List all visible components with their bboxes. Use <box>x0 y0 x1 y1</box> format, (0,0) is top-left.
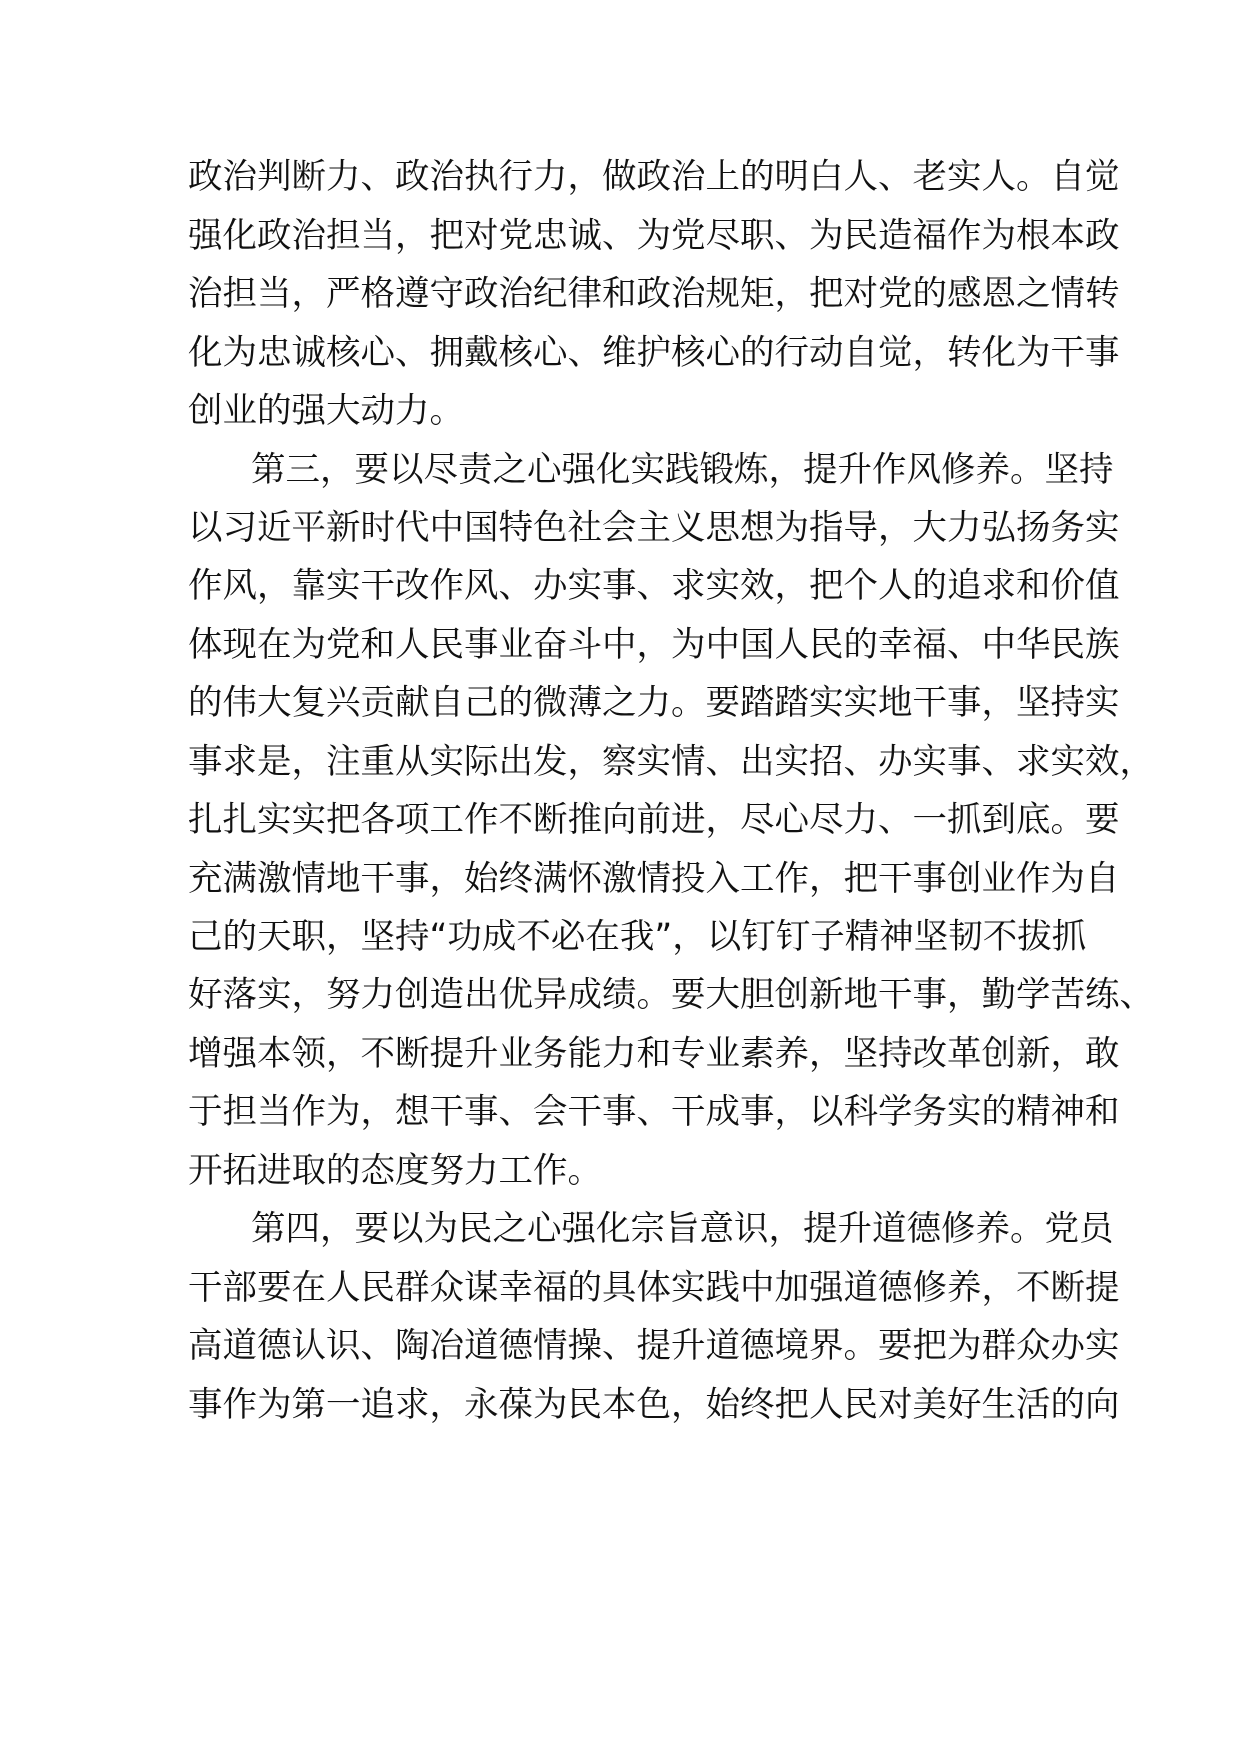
text-line: 好落实，努力创造出优异成绩。要大胆创新地干事，勤学苦练、 <box>188 975 1154 1015</box>
text-line: 以习近平新时代中国特色社会主义思想为指导，大力弘扬务实 <box>188 508 1120 548</box>
text-line: 事作为第一追求，永葆为民本色，始终把人民对美好生活的向 <box>188 1385 1120 1425</box>
text-line: 干部要在人民群众谋幸福的具体实践中加强道德修养，不断提 <box>188 1268 1120 1308</box>
text-line: 作风，靠实干改作风、办实事、求实效，把个人的追求和价值 <box>188 566 1120 606</box>
text-line: 充满激情地干事，始终满怀激情投入工作，把干事创业作为自 <box>188 859 1120 899</box>
text-line: 己的天职，坚持“功成不必在我”，以钉钉子精神坚韧不拔抓 <box>188 917 1087 957</box>
text-line: 开拓进取的态度努力工作。 <box>188 1151 602 1191</box>
text-line: 高道德认识、陶冶道德情操、提升道德境界。要把为群众办实 <box>188 1326 1120 1366</box>
text-line: 增强本领，不断提升业务能力和专业素养，坚持改革创新，敢 <box>188 1034 1120 1074</box>
text-line: 扎扎实实把各项工作不断推向前进，尽心尽力、一抓到底。要 <box>188 800 1120 840</box>
text-line: 体现在为党和人民事业奋斗中，为中国人民的幸福、中华民族 <box>188 625 1120 665</box>
paragraph-start-line: 第四，要以为民之心强化宗旨意识，提升道德修养。党员 <box>251 1209 1114 1249</box>
text-line: 事求是，注重从实际出发，察实情、出实招、办实事、求实效， <box>188 742 1154 782</box>
text-line: 创业的强大动力。 <box>188 391 464 431</box>
text-line: 于担当作为，想干事、会干事、干成事，以科学务实的精神和 <box>188 1092 1120 1132</box>
paragraph-start-line: 第三，要以尽责之心强化实践锻炼，提升作风修养。坚持 <box>251 450 1114 490</box>
text-line: 政治判断力、政治执行力，做政治上的明白人、老实人。自觉 <box>188 157 1120 197</box>
text-line: 的伟大复兴贡献自己的微薄之力。要踏踏实实地干事，坚持实 <box>188 683 1120 723</box>
text-line: 化为忠诚核心、拥戴核心、维护核心的行动自觉，转化为干事 <box>188 333 1120 373</box>
text-line: 治担当，严格遵守政治纪律和政治规矩，把对党的感恩之情转 <box>188 274 1120 314</box>
text-line: 强化政治担当，把对党忠诚、为党尽职、为民造福作为根本政 <box>188 216 1120 256</box>
